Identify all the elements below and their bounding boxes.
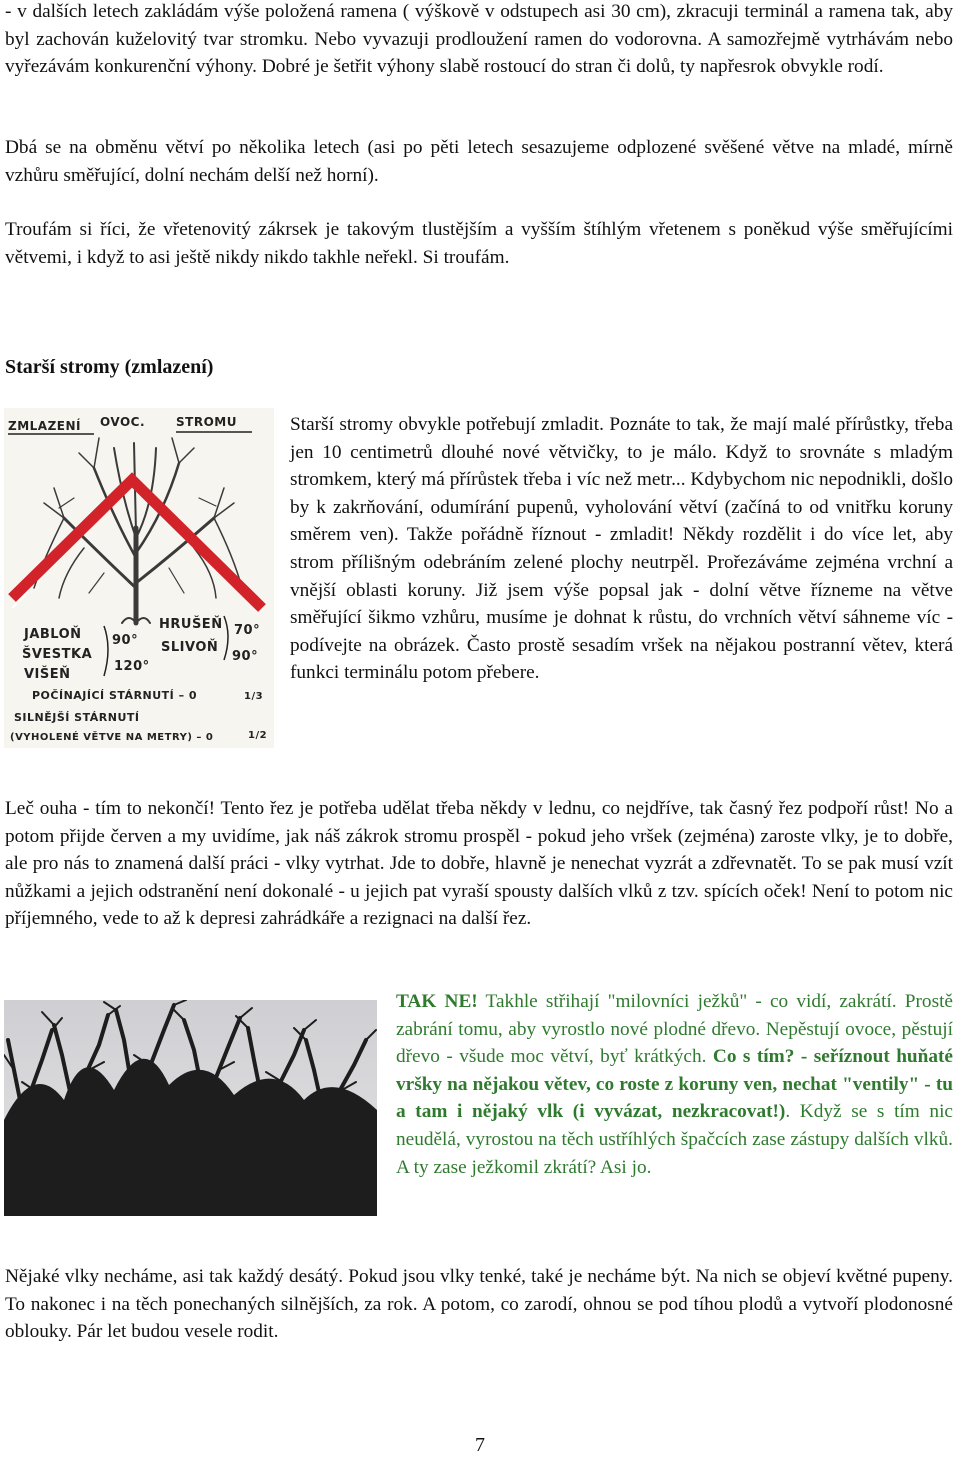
sketch-title-3: STROMU xyxy=(176,415,237,429)
sketch-note-2: SILNĚJŠÍ STÁRNUTÍ xyxy=(14,711,140,724)
sketch-note-3: (VYHOLENÉ VĚTVE NA METRY) – 0 xyxy=(10,732,214,743)
sketch-label-svestka: ŠVESTKA xyxy=(22,647,93,662)
page-number: 7 xyxy=(475,1434,485,1456)
sketch-note-1-fraction: 1/3 xyxy=(244,691,264,702)
green-text-2: . Když se s tím nic neudělá, vyrostou na těch ustříhlých špačcích zase zástupy dalších vlků. A ty zase ježkomil zkrátí? Asi jo. xyxy=(396,1101,953,1178)
rejuvenation-sketch-image xyxy=(4,408,274,748)
tak-ne-label: TAK NE! xyxy=(396,991,478,1012)
sketch-angle-right-1: 70° xyxy=(234,623,261,638)
sketch-label-visen: VIŠEŇ xyxy=(24,667,71,682)
section-heading: Starší stromy (zmlazení) xyxy=(5,356,214,378)
sketch-angle-left-2: 120° xyxy=(114,659,150,674)
sketch-label-hrusen: HRUŠEŇ xyxy=(159,617,223,632)
sketch-note-1: POČÍNAJÍCÍ STÁRNUTÍ – 0 xyxy=(32,689,198,702)
sketch-angle-right-2: 90° xyxy=(232,649,259,664)
paragraph-spindle: Troufám si říci, že vřetenovitý zákrsek je takovým tlustějším a vyšším štíhlým vřetenem s poněkud výše směřujícími větvemi, i když to asi ještě nikdy nikdo takhle neřekl. Si troufám. xyxy=(5,219,953,268)
paragraph-how-not-to xyxy=(396,988,953,1181)
sketch-label-slivon: SLIVOŇ xyxy=(161,640,219,655)
sketch-title-1: ZMLAZENÍ xyxy=(8,419,81,433)
sketch-note-3-fraction: 1/2 xyxy=(248,730,268,741)
sketch-label-jablon: JABLOŇ xyxy=(24,627,82,642)
paragraph-intro: - v dalších letech zakládám výše položená ramena ( výškově v odstupech asi 30 cm), zkracuji terminál a ramena tak, aby byl zachován kuželovitý tvar stromku. Nebo vyvazuji prodloužení ramen do vodorovna. A samozřejmě vytrhávám nebo vyřezávám konkurenční výhony. Dobré je šetřit výhony slabě rostoucí do stran či dolů, ty napřesrok obvykle rodí. xyxy=(5,1,953,78)
paragraph-water-sprouts: Leč ouha - tím to nekončí! Tento řez je potřeba udělat třeba někdy v lednu, co nejdříve, tak časný řez podpoří růst! No a potom přijde červen a my uvidíme, jak náš zákrok stromu prospěl - pokud jeho vršek (zejména) zaroste vlky, je to dobře, ale pro nás to znamená další práci - vlky vytrhat. Jde to dobře, hlavně je nenechat vyzrát a zdřevnatět. To se pak musí vzít nůžkami a jejich odstranění není dokonalé - u jejich pat vyraší spousty dalších vlků z tzv. spících oček! Není to potom nic příjemného, vede to až k depresi zahrádkáře a rezignaci na další řez. xyxy=(5,798,953,930)
sketch-angle-left-1: 90° xyxy=(112,633,139,648)
overpruned-crown-photo xyxy=(4,1000,377,1216)
paragraph-older-trees: Starší stromy obvykle potřebují zmladit. Poznáte to tak, že mají malé přírůstky, třeba jen 10 centimetrů dlouhé nové větvičky, to je málo. Když to srovnáte s mladým stromkem, který má přírůstek třeba i víc než metr... Kdybychom nic nepodnikli, došlo by k zakrňování, odumírání pupenů, vyholování větví (začíná to od vnitřku koruny směrem ven). Takže pořádně říznout - zmladit! Někdy rozdělit i do více let, aby strom přílišným odebráním zelené plochy neutrpěl. Prořezáváme zejména vrchní a vnější oblasti koruny. Již jsem výše popsal jak - dolní větve řízneme na větve směřující šikmo vzhůru, musíme je dohnat k růstu, do vrchních větví sáhneme víc - podívejte na obrázek. Často prostě sesadím vršek na nějakou postranní větev, která funkci terminálu potom přebere. xyxy=(290,414,953,684)
green-text-1: Takhle střihají "milovníci ježků" - co vidí, zakrátí. Prostě zabrání tomu, aby vyrostlo nové plodné dřevo. Nepěstují ovoce, pěstují dřevo - všude moc větví, byť krátkých. xyxy=(396,991,953,1068)
sketch-title-2: OVOC. xyxy=(100,415,146,429)
green-advice: Co s tím? - seříznout huňaté vršky na nějakou větev, co roste z koruny ven, nechat "ventily" - tu a tam i nějaký vlk (i vyvázat, nezkracovat!) xyxy=(396,1046,953,1123)
paragraph-keep-some-sprouts: Nějaké vlky necháme, asi tak každý desátý. Pokud jsou vlky tenké, také je necháme být. Na nich se objeví květné pupeny. To nakonec i na těch ponechaných silnějších, za rok. A potom, co zarodí, ohnou se pod tíhou plodů a vytvoří plodonosné oblouky. Pár let budou vesele rodit. xyxy=(5,1266,953,1343)
paragraph-branch-renewal: Dbá se na obměnu větví po několika letech (asi po pěti letech sesazujeme odplozené svěšené větve na mladé, mírně vzhůru směřující, dolní nechám delší než horní). xyxy=(5,137,953,186)
